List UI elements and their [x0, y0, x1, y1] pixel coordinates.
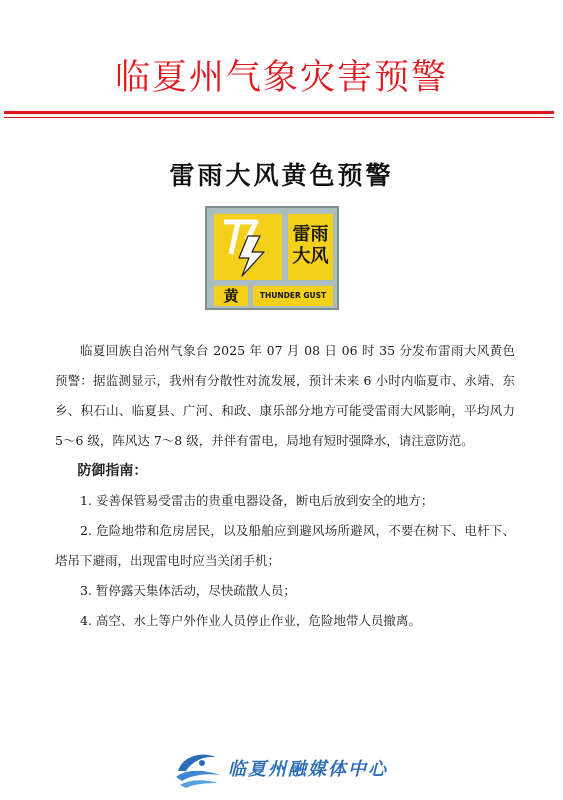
header-divider-thin	[4, 117, 554, 118]
defense-guide-item: 4. 高空、水上等户外作业人员停止作业，危险地带人员撤离。	[80, 613, 421, 628]
header-divider-thick	[4, 111, 554, 114]
defense-guide-item: 2. 危险地带和危房居民，以及船舶应到避风场所避风，不要在树下、电杆下、塔吊下避雨，出现雷电时应当关闭手机；	[55, 523, 515, 568]
defense-guide-title: 防御指南：	[77, 463, 148, 479]
signal-level-label: 黄	[214, 286, 248, 306]
header-title: 临夏州气象灾害预警	[114, 58, 448, 98]
linxia-media-logo-icon	[172, 747, 224, 791]
signal-chinese-label	[288, 214, 333, 280]
footer-branding	[172, 747, 402, 791]
defense-guide-item: 1. 妥善保管易受雷击的贵重电器设备，断电后放到安全的地方；	[80, 493, 434, 508]
signal-chinese-line2: 大风	[292, 246, 329, 267]
footer-organization-name: 临夏州融媒体中心	[228, 759, 388, 780]
thunder-gust-yellow-signal-icon	[205, 206, 339, 310]
signal-english-label: THUNDER GUST	[253, 286, 333, 306]
warning-intro-paragraph: 临夏回族自治州气象台 2025 年 07 月 08 日 06 时 35 分发布雷雨大风黄色预警：据监测显示，我州有分散性对流发展，预计未来 6 小时内临夏市、永靖、东乡、积石山、临夏县、广河、和政、康乐部分地方可能受雷雨大风影响，平均风力 5～6 级，阵风达 7～8 级，并伴有雷电，局地有短时强降水，请注意防范。	[55, 343, 515, 448]
warning-title: 雷雨大风黄色预警	[169, 161, 394, 190]
warning-body	[55, 336, 515, 636]
signal-chinese-line1: 雷雨	[292, 224, 329, 245]
lightning-bolt-icon	[214, 214, 282, 280]
defense-guide-item: 3. 暂停露天集体活动，尽快疏散人员；	[80, 583, 296, 598]
